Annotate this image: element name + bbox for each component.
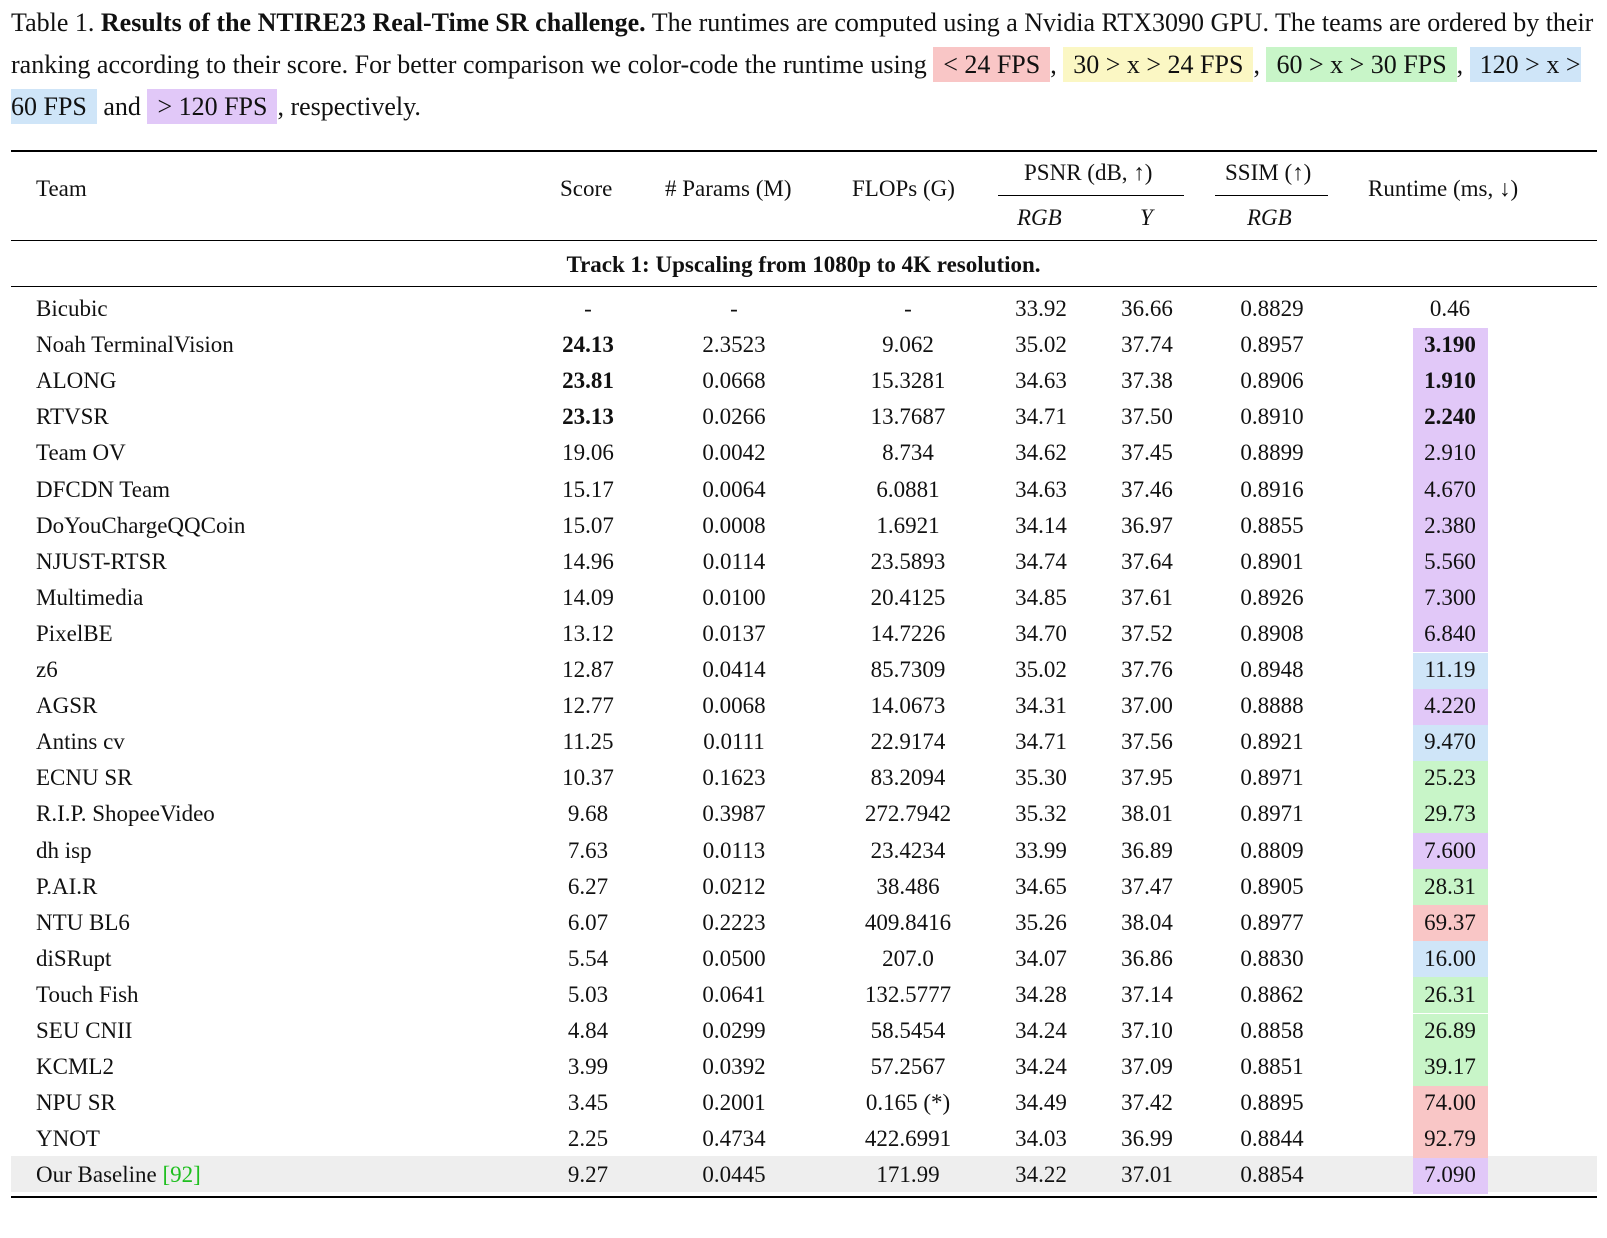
psnr-y-value: 37.14	[1121, 981, 1173, 1007]
psnr-y-value: 37.50	[1121, 404, 1173, 430]
params-value: 0.0266	[702, 404, 766, 430]
ssim-value: 0.8888	[1240, 693, 1304, 719]
params-value: 0.0392	[702, 1054, 766, 1080]
ssim-value: 0.8971	[1240, 801, 1304, 827]
flops-value: 23.4234	[870, 837, 946, 863]
track-rule	[11, 286, 1597, 287]
params-value: 0.0641	[702, 981, 766, 1007]
score-value: 9.27	[567, 1162, 609, 1188]
ssim-value: 0.8906	[1240, 368, 1304, 394]
score-value: 6.27	[567, 873, 609, 899]
header-psnr: PSNR (dB, ↑)	[1024, 160, 1153, 185]
params-value: 2.3523	[702, 332, 766, 358]
team-name: Noah TerminalVision	[36, 332, 234, 358]
ssim-value: 0.8858	[1240, 1018, 1304, 1043]
team-name: NPU SR	[36, 1090, 116, 1116]
caption-label: Table 1.	[11, 8, 95, 37]
header-runtime: Runtime (ms, ↓)	[1368, 176, 1519, 201]
runtime-value: 4.670	[1424, 476, 1476, 502]
params-value: 0.0668	[702, 368, 766, 394]
psnr-rgb-value: 35.32	[1015, 801, 1067, 827]
bottom-rule	[11, 1196, 1597, 1198]
team-name: R.I.P. ShopeeVideo	[36, 801, 215, 827]
psnr-rgb-value: 34.31	[1015, 693, 1067, 719]
score-value: 9.68	[567, 801, 609, 827]
runtime-value: 28.31	[1424, 873, 1476, 899]
runtime-value: 3.190	[1424, 332, 1476, 358]
header-psnr-rgb: RGB	[1017, 205, 1062, 230]
flops-value: 1.6921	[876, 512, 940, 538]
score-value: 15.07	[562, 512, 614, 538]
flops-value: 6.0881	[876, 476, 940, 502]
score-value: 19.06	[562, 440, 614, 466]
runtime-value: 25.23	[1424, 765, 1476, 791]
runtime-value: 7.600	[1424, 837, 1476, 863]
psnr-y-value: 37.76	[1121, 657, 1173, 682]
legend-red: < 24 FPS	[933, 47, 1050, 82]
table-caption: Table 1. Results of the NTIRE23 Real-Time SR challenge. The runtimes are computed using a Nvidia RTX3090 GPU. The teams are ordered by their ranking according to their score. For better comparison we color-code the runtime using < 24 FPS , 30 > x > 24 FPS , 60 > x > 30 FPS , 120 > x > 60 FPS and > 120 FPS , respectively.	[11, 2, 1601, 128]
psnr-rgb-value: 35.30	[1015, 765, 1067, 791]
psnr-y-value: 37.46	[1121, 476, 1173, 502]
params-value: 0.3987	[702, 801, 766, 827]
team-name: Bicubic	[36, 296, 108, 321]
ssim-value: 0.8862	[1240, 981, 1304, 1007]
header-score: Score	[560, 176, 613, 201]
psnr-y-value: 36.86	[1121, 945, 1173, 971]
runtime-value: 2.380	[1424, 512, 1476, 538]
team-name: Antins cv	[36, 729, 125, 755]
params-value: 0.0299	[702, 1018, 766, 1043]
team-name: dh isp	[36, 837, 92, 863]
psnr-rgb-value: 34.71	[1015, 404, 1067, 430]
runtime-value: 69.37	[1424, 909, 1476, 935]
params-value: 0.2001	[702, 1090, 766, 1116]
psnr-rgb-value: 34.07	[1015, 945, 1067, 971]
team-name: diSRupt	[36, 945, 112, 971]
team-name: ECNU SR	[36, 765, 133, 791]
psnr-rgb-value: 34.62	[1015, 440, 1067, 466]
header-flops: FLOPs (G)	[852, 176, 955, 201]
psnr-rgb-value: 34.85	[1015, 584, 1067, 610]
header-psnr-y: Y	[1140, 205, 1153, 230]
flops-value: 14.0673	[870, 693, 946, 719]
psnr-y-value: 37.45	[1121, 440, 1173, 466]
psnr-rgb-value: 34.74	[1015, 548, 1067, 574]
score-value: 4.84	[567, 1018, 609, 1043]
team-name: ALONG	[36, 368, 117, 394]
psnr-rgb-value: 34.03	[1015, 1126, 1067, 1152]
top-rule	[11, 150, 1597, 152]
params-value: 0.0042	[702, 440, 766, 466]
psnr-rgb-value: 34.22	[1015, 1162, 1067, 1188]
runtime-value: 2.910	[1424, 440, 1476, 466]
psnr-y-value: 38.01	[1121, 801, 1173, 827]
flops-value: 8.734	[882, 440, 934, 466]
score-value: -	[584, 296, 592, 321]
header-ssim: SSIM (↑)	[1225, 160, 1312, 185]
params-value: 0.0068	[702, 693, 766, 719]
runtime-value: 0.46	[1429, 296, 1471, 321]
legend-purple: > 120 FPS	[147, 89, 277, 124]
psnr-y-value: 36.99	[1121, 1126, 1173, 1152]
citation-link[interactable]: [92]	[162, 1162, 201, 1188]
score-value: 3.99	[567, 1054, 609, 1080]
params-value: -	[730, 296, 738, 321]
psnr-subrule	[998, 195, 1184, 196]
ssim-value: 0.8844	[1240, 1126, 1304, 1152]
psnr-rgb-value: 35.02	[1015, 332, 1067, 358]
team-name: NJUST-RTSR	[36, 548, 167, 574]
psnr-rgb-value: 34.14	[1015, 512, 1067, 538]
ssim-value: 0.8948	[1240, 657, 1304, 682]
runtime-value: 6.840	[1424, 620, 1476, 646]
flops-value: 85.7309	[870, 657, 946, 682]
team-name: Multimedia	[36, 584, 144, 610]
team-name: YNOT	[36, 1126, 100, 1152]
flops-value: 14.7226	[870, 620, 946, 646]
psnr-rgb-value: 34.71	[1015, 729, 1067, 755]
flops-value: 0.165 (*)	[865, 1090, 951, 1116]
params-value: 0.0114	[702, 548, 766, 574]
psnr-y-value: 37.52	[1121, 620, 1173, 646]
team-name: Our Baseline [92]	[36, 1162, 201, 1188]
score-value: 13.12	[562, 620, 614, 646]
score-value: 12.77	[562, 693, 614, 719]
team-name: PixelBE	[36, 620, 113, 646]
params-value: 0.0445	[702, 1162, 766, 1188]
flops-value: 57.2567	[870, 1054, 946, 1080]
flops-value: 23.5893	[870, 548, 946, 574]
score-value: 6.07	[567, 909, 609, 935]
flops-value: 13.7687	[870, 404, 946, 430]
legend-yellow: 30 > x > 24 FPS	[1063, 47, 1253, 82]
score-value: 5.03	[567, 981, 609, 1007]
ssim-value: 0.8971	[1240, 765, 1304, 791]
legend-green: 60 > x > 30 FPS	[1266, 47, 1456, 82]
psnr-y-value: 37.47	[1121, 873, 1173, 899]
psnr-y-value: 37.64	[1121, 548, 1173, 574]
caption-title: Results of the NTIRE23 Real-Time SR challenge.	[100, 8, 646, 37]
params-value: 0.0500	[702, 945, 766, 971]
psnr-rgb-value: 34.63	[1015, 476, 1067, 502]
ssim-value: 0.8830	[1240, 945, 1304, 971]
psnr-y-value: 37.00	[1121, 693, 1173, 719]
psnr-rgb-value: 33.99	[1015, 837, 1067, 863]
ssim-value: 0.8926	[1240, 584, 1304, 610]
flops-value: 38.486	[876, 873, 940, 899]
flops-value: 15.3281	[870, 368, 946, 394]
flops-value: 409.8416	[864, 909, 952, 935]
psnr-y-value: 37.61	[1121, 584, 1173, 610]
params-value: 0.1623	[702, 765, 766, 791]
psnr-y-value: 37.95	[1121, 765, 1173, 791]
ssim-value: 0.8901	[1240, 548, 1304, 574]
psnr-y-value: 36.89	[1121, 837, 1173, 863]
caption-text: The runtimes are computed using a Nvidia RTX3090 GPU. The teams are ordered by their ranking according to their score. For better comparison we color-code the runtime using	[11, 8, 1594, 79]
runtime-value: 7.300	[1424, 584, 1476, 610]
ssim-value: 0.8916	[1240, 476, 1304, 502]
team-name: RTVSR	[36, 404, 109, 430]
team-name: AGSR	[36, 693, 98, 719]
header-params: # Params (M)	[665, 176, 792, 201]
psnr-rgb-value: 35.26	[1015, 909, 1067, 935]
team-name: P.AI.R	[36, 873, 98, 899]
flops-value: -	[904, 296, 912, 321]
ssim-value: 0.8895	[1240, 1090, 1304, 1116]
score-value: 14.09	[562, 584, 614, 610]
params-value: 0.0100	[702, 584, 766, 610]
header-rule	[11, 240, 1597, 241]
psnr-y-value: 37.38	[1121, 368, 1173, 394]
score-value: 12.87	[562, 657, 614, 682]
ssim-value: 0.8957	[1240, 332, 1304, 358]
ssim-value: 0.8910	[1240, 404, 1304, 430]
runtime-value: 92.79	[1424, 1126, 1476, 1152]
score-value: 23.13	[562, 404, 614, 430]
track-title: Track 1: Upscaling from 1080p to 4K resolution.	[566, 252, 1041, 277]
params-value: 0.4734	[702, 1126, 766, 1152]
score-value: 15.17	[562, 476, 614, 502]
psnr-y-value: 36.97	[1121, 512, 1173, 538]
score-value: 11.25	[562, 729, 614, 755]
psnr-y-value: 38.04	[1121, 909, 1173, 935]
runtime-value: 16.00	[1424, 945, 1476, 971]
score-value: 2.25	[567, 1126, 609, 1152]
psnr-y-value: 37.42	[1121, 1090, 1173, 1116]
psnr-rgb-value: 34.65	[1015, 873, 1067, 899]
flops-value: 58.5454	[870, 1018, 946, 1043]
ssim-value: 0.8809	[1240, 837, 1304, 863]
ssim-value: 0.8854	[1240, 1162, 1304, 1188]
psnr-rgb-value: 34.49	[1015, 1090, 1067, 1116]
runtime-value: 29.73	[1424, 801, 1476, 827]
ssim-value: 0.8851	[1240, 1054, 1304, 1080]
caption-and: and	[103, 92, 141, 121]
runtime-value: 5.560	[1424, 548, 1476, 574]
params-value: 0.0113	[702, 837, 766, 863]
team-name: DFCDN Team	[36, 476, 171, 502]
flops-value: 83.2094	[870, 765, 946, 791]
ssim-value: 0.8905	[1240, 873, 1304, 899]
flops-value: 171.99	[876, 1162, 940, 1188]
ssim-value: 0.8908	[1240, 620, 1304, 646]
header-ssim-rgb: RGB	[1247, 205, 1292, 230]
ssim-value: 0.8855	[1240, 512, 1304, 538]
psnr-y-value: 37.74	[1121, 332, 1173, 358]
score-value: 5.54	[567, 945, 609, 971]
flops-value: 422.6991	[864, 1126, 952, 1152]
team-name: z6	[36, 657, 58, 682]
params-value: 0.0414	[702, 657, 766, 682]
psnr-rgb-value: 34.63	[1015, 368, 1067, 394]
flops-value: 9.062	[882, 332, 934, 358]
params-value: 0.0111	[703, 729, 765, 755]
runtime-value: 26.89	[1424, 1018, 1476, 1043]
runtime-value: 1.910	[1424, 368, 1476, 394]
psnr-y-value: 36.66	[1121, 296, 1173, 321]
psnr-rgb-value: 34.24	[1015, 1054, 1067, 1080]
score-value: 3.45	[567, 1090, 609, 1116]
flops-value: 20.4125	[870, 584, 946, 610]
score-value: 23.81	[562, 368, 614, 394]
score-value: 7.63	[567, 837, 609, 863]
psnr-y-value: 37.09	[1121, 1054, 1173, 1080]
runtime-value: 2.240	[1424, 404, 1476, 430]
ssim-subrule	[1215, 195, 1328, 196]
psnr-y-value: 37.01	[1121, 1162, 1173, 1188]
psnr-rgb-value: 34.24	[1015, 1018, 1067, 1043]
psnr-rgb-value: 33.92	[1015, 296, 1067, 321]
ssim-value: 0.8829	[1240, 296, 1304, 321]
ssim-value: 0.8899	[1240, 440, 1304, 466]
runtime-value: 11.19	[1424, 657, 1476, 682]
team-name: Touch Fish	[36, 981, 139, 1007]
flops-value: 207.0	[882, 945, 934, 971]
runtime-value: 26.31	[1424, 981, 1476, 1007]
ssim-value: 0.8977	[1240, 909, 1304, 935]
psnr-rgb-value: 34.28	[1015, 981, 1067, 1007]
runtime-value: 7.090	[1424, 1162, 1476, 1188]
score-value: 24.13	[562, 332, 614, 358]
psnr-y-value: 37.10	[1121, 1018, 1173, 1043]
flops-value: 272.7942	[864, 801, 952, 827]
flops-value: 132.5777	[864, 981, 952, 1007]
legend-blue: 120 > x > 60 FPS	[11, 47, 1581, 124]
team-name: NTU BL6	[36, 909, 130, 935]
team-name: SEU CNII	[36, 1018, 133, 1043]
runtime-value: 74.00	[1424, 1090, 1476, 1116]
psnr-y-value: 37.56	[1121, 729, 1173, 755]
psnr-rgb-value: 34.70	[1015, 620, 1067, 646]
params-value: 0.0064	[702, 476, 766, 502]
params-value: 0.2223	[702, 909, 766, 935]
params-value: 0.0137	[702, 620, 766, 646]
params-value: 0.0212	[702, 873, 766, 899]
runtime-value: 4.220	[1424, 693, 1476, 719]
caption-end: , respectively.	[277, 92, 421, 121]
ssim-value: 0.8921	[1240, 729, 1304, 755]
team-name: DoYouChargeQQCoin	[36, 512, 246, 538]
team-name: Team OV	[36, 440, 126, 466]
score-value: 10.37	[562, 765, 614, 791]
runtime-value: 39.17	[1424, 1054, 1476, 1080]
header-team: Team	[36, 176, 87, 201]
psnr-rgb-value: 35.02	[1015, 657, 1067, 682]
flops-value: 22.9174	[870, 729, 946, 755]
score-value: 14.96	[562, 548, 614, 574]
runtime-value: 9.470	[1424, 729, 1476, 755]
params-value: 0.0008	[702, 512, 766, 538]
team-name: KCML2	[36, 1054, 114, 1080]
